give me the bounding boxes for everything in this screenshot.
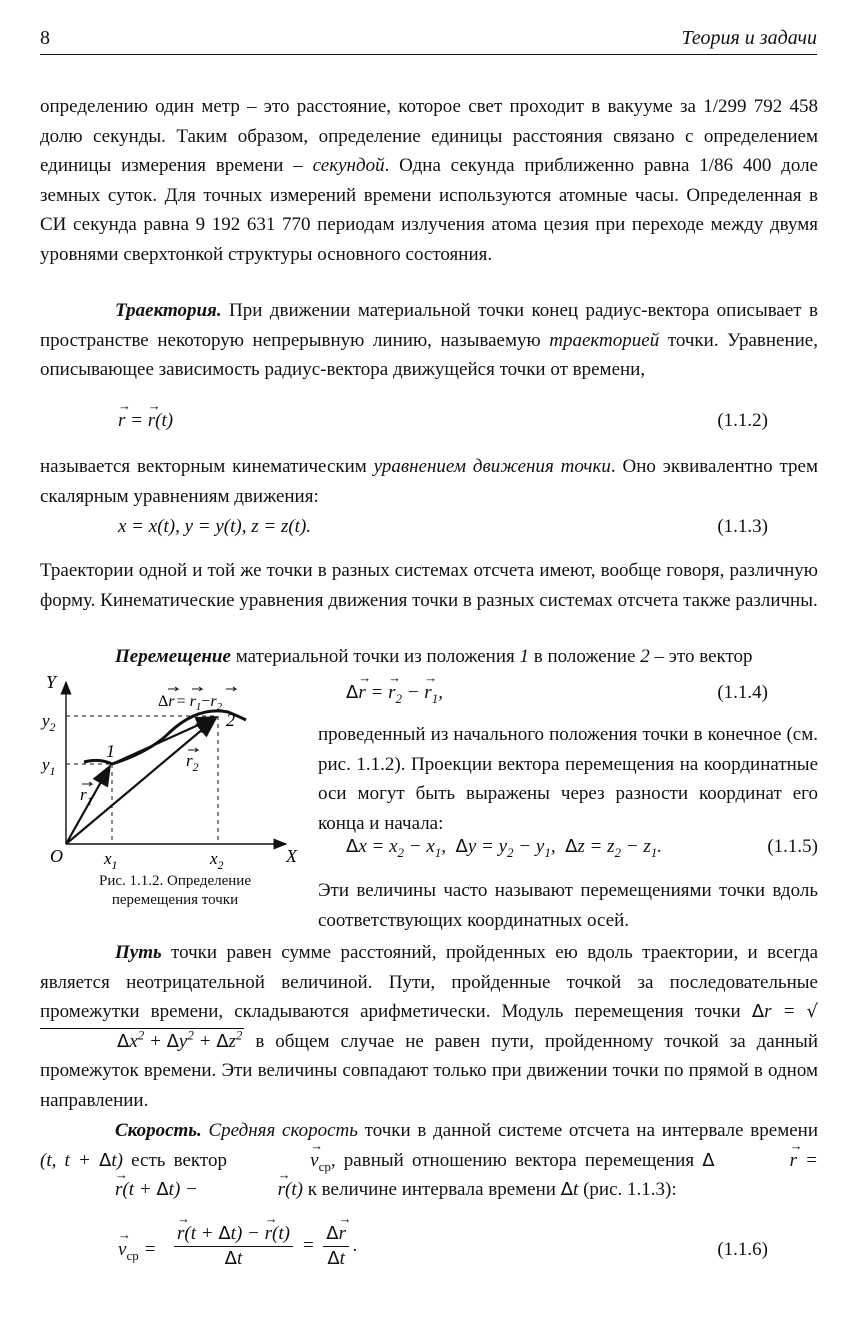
equation-1-1-4: Δ→ r = → $r_2$ − → $r_1$, (1.1.4) (318, 678, 818, 708)
paragraph-velocity: Скорость. Средняя скорость точки в данной системе отсчета на интервале времени (t, t + Δt) есть вектор → $v_{ср}$, равный отношению вектора перемещения Δ→ r = → r(t + Δt) − → r(t) к величине интервала времени Δt (рис. 1.1.3): (40, 1116, 818, 1205)
label-y2: $y_2$ (42, 711, 56, 734)
paragraph-projections: проведенный из начального положения точки в конечное (см. рис. 1.1.2). Проекции вектора перемещения на координатные оси могут быть выражены через разности координат его конца и начала: (318, 724, 818, 834)
page-number: 8 (40, 27, 50, 49)
paragraph-kinematic: называется векторным кинематическим уравнением движения точки. Оно эквивалентно трем скалярным уравнениям движения: (40, 456, 818, 507)
label-Y: Y (46, 672, 57, 692)
label-y1: $y_1$ (42, 755, 56, 778)
label-point-2: 2 (226, 710, 235, 730)
keyword-path: Путь (115, 942, 162, 963)
radius-vector-r2 (66, 718, 216, 844)
displacement-vector (112, 717, 216, 764)
keyword-velocity: Скорость. (115, 1120, 202, 1141)
equation-number: (1.1.4) (717, 682, 768, 703)
paragraph-displacement: Перемещение материальной точки из положения 1 в положение 2 – это вектор (115, 646, 753, 667)
label-x2: $x_2$ (210, 849, 224, 872)
equation-1-1-2: → r = → r(t) (1.1.2) (118, 406, 818, 436)
keyword-displacement: Перемещение (115, 646, 231, 667)
paragraph-definitions: определению один метр – это расстояние, которое свет проходит в вакууме за 1/299 792 458 долю секунды. Таким образом, определение единицы расстояния связано с определением единицы измерения времени – секундой. Одна секунда приближенно равна 1/86 400 доле земных суток. Для точных измерений времени используются атомные часы. Определенная в СИ секунда равна 9 192 631 770 периодам излучения атома цезия при переходе между двумя уровнями сверхтонкой структуры основного состояния. (40, 96, 818, 265)
keyword-trajectory: Траектория. (115, 300, 222, 321)
figure-caption: Рис. 1.1.2. Определение перемещения точки (99, 873, 251, 908)
equation-1-1-3: x = x(t), y = y(t), z = z(t). (1.1.3) (118, 512, 818, 542)
label-r2: $r_2$ (186, 751, 199, 774)
equation-number: (1.1.2) (717, 410, 768, 431)
paragraph-reference-frames: Траектории одной и той же точки в разных системах отсчета имеют, вообще говоря, различную форму. Кинематические уравнения движения точки в разных системах отсчета также различны. (40, 560, 818, 611)
label-O: O (50, 846, 63, 866)
paragraph-path: Путь точки равен сумме расстояний, пройденных ею вдоль траектории, и всегда является неотрицательной величиной. Пути, пройденные точкой за последовательные промежутки времени, складываются арифметически. Модуль перемещения точки $\Delta r = √\Delta x^2 + \Delta y^2 + \Delta z^2$ в общем случае не равен пути, пройденному точкой за данный промежуток времени. Эти величины совпадают только при движении точки по прямой в одном направлении. (40, 942, 819, 1111)
equation-1-1-6: → $v_{ср}$ = → $\frac{r(t + \Delta t) - \to r(t)}{\Delta t}$ = $\frac{\Delta\to r}{\Delta t}$ . (1.1.6) (118, 1222, 818, 1278)
equation-number: (1.1.5) (767, 836, 818, 857)
label-r1: $r_1$ (80, 785, 93, 808)
label-X: X (286, 846, 297, 866)
equation-number: (1.1.6) (717, 1239, 768, 1260)
label-delta-r-equation: $\Delta r = r_1-r_2$ (158, 693, 223, 713)
label-point-1: 1 (106, 741, 115, 761)
running-title: Теория и задачи (681, 27, 817, 49)
label-x1: $x_1$ (104, 849, 118, 872)
equation-1-1-5: $\Delta x = x_2 - x_1$, $\Delta y = y_2 - y_1$, $\Delta z = z_2 - z_1$. (1.1.5) (318, 832, 818, 862)
equation-number: (1.1.3) (717, 516, 768, 537)
paragraph-trajectory: Траектория. При движении материальной точки конец радиус-вектора описывает в пространстве некоторую непрерывную линию, называемую траекторией точки. Уравнение, описывающее зависимость радиус-вектора движущейся точки от времени, (40, 300, 818, 381)
paragraph-projection-names: Эти величины часто называют перемещениями точки вдоль соответствующих координатных осей. (318, 880, 818, 931)
page-header (40, 24, 817, 55)
